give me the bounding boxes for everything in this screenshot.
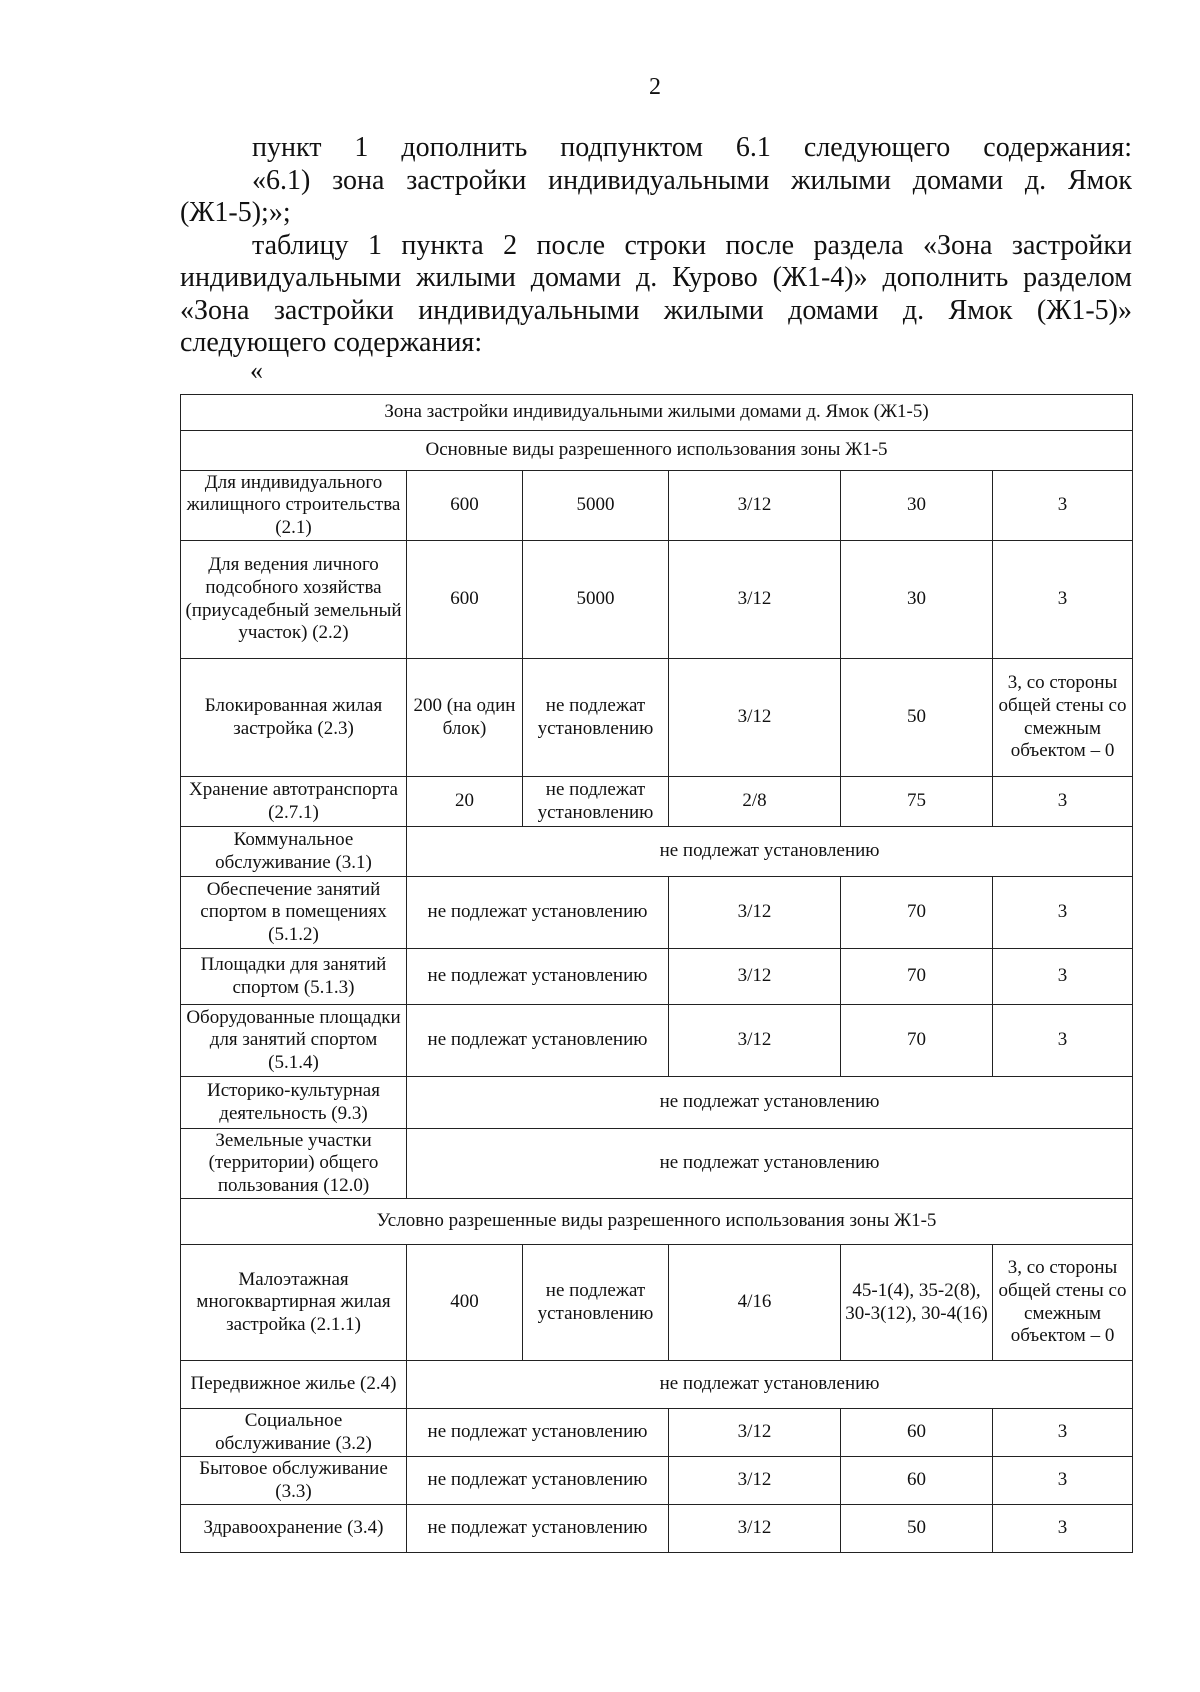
cell-max-area: не подлежат установлению [523,1245,669,1361]
table-row [181,1505,1133,1553]
cell-floors-height: 3/12 [669,471,841,541]
cell-coverage: 60 [841,1409,993,1457]
cell-min-area: 600 [407,471,523,541]
cell-setback: 3 [993,1409,1133,1457]
cell-coverage: 30 [841,541,993,659]
cell-floors-height: 3/12 [669,659,841,777]
table-row [181,1409,1133,1457]
use-name: Здравоохранение (3.4) [181,1505,407,1553]
table-row [181,1457,1133,1505]
cell-not-set: не подлежат установлению [407,1005,669,1077]
land-use-table [180,394,1133,1553]
use-name: Социальное обслуживание (3.2) [181,1409,407,1457]
use-name: Земельные участки (территории) общего пользования (12.0) [181,1129,407,1199]
cell-setback: 3 [993,949,1133,1005]
conditional-uses-header: Условно разрешенные виды разрешенного использования зоны Ж1-5 [181,1199,1133,1245]
cell-max-area: 5000 [523,471,669,541]
cell-setback: 3 [993,1005,1133,1077]
use-name: Для индивидуального жилищного строительства (2.1) [181,471,407,541]
paragraph-3-line-2: индивидуальными жилыми домами д. Курово (Ж1-4)» дополнить разделом [180,262,1132,293]
cell-not-set: не подлежат установлению [407,1361,1133,1409]
cell-coverage: 50 [841,1505,993,1553]
zone-title-row [181,395,1133,431]
cell-floors-height: 3/12 [669,949,841,1005]
table-row [181,471,1133,541]
cell-setback: 3 [993,1457,1133,1505]
table-row [181,1129,1133,1199]
use-name: Блокированная жилая застройка (2.3) [181,659,407,777]
cell-coverage: 70 [841,877,993,949]
paragraph-3-line-1: таблицу 1 пункта 2 после строки после раздела «Зона застройки [252,229,1132,261]
cell-floors-height: 3/12 [669,877,841,949]
table-row [181,1005,1133,1077]
cell-min-area: 600 [407,541,523,659]
table-row [181,877,1133,949]
cell-min-area: 200 (на один блок) [407,659,523,777]
cell-setback: 3 [993,777,1133,827]
cell-floors-height: 3/12 [669,1505,841,1553]
cell-setback: 3, со стороны общей стены со смежным объектом – 0 [993,1245,1133,1361]
use-name: Обеспечение занятий спортом в помещениях (5.1.2) [181,877,407,949]
cell-coverage: 60 [841,1457,993,1505]
use-name: Историко-культурная деятельность (9.3) [181,1077,407,1129]
zone-title: Зона застройки индивидуальными жилыми домами д. Ямок (Ж1-5) [181,395,1133,431]
cell-setback: 3 [993,471,1133,541]
amendment-text [180,132,1132,360]
cell-min-area: 20 [407,777,523,827]
use-name: Оборудованные площадки для занятий спортом (5.1.4) [181,1005,407,1077]
cell-floors-height: 3/12 [669,1457,841,1505]
table-row [181,949,1133,1005]
opening-quote: « [250,356,263,385]
table-row [181,659,1133,777]
section-header-row [181,431,1133,471]
cell-not-set: не подлежат установлению [407,827,1133,877]
cell-not-set: не подлежат установлению [407,1077,1133,1129]
cell-max-area: 5000 [523,541,669,659]
table-row [181,827,1133,877]
cell-setback: 3, со стороны общей стены со смежным объектом – 0 [993,659,1133,777]
cell-setback: 3 [993,541,1133,659]
use-name: Для ведения личного подсобного хозяйства (приусадебный земельный участок) (2.2) [181,541,407,659]
cell-not-set: не подлежат установлению [407,1409,669,1457]
cell-floors-height: 3/12 [669,1409,841,1457]
cell-floors-height: 4/16 [669,1245,841,1361]
use-name: Площадки для занятий спортом (5.1.3) [181,949,407,1005]
use-name: Коммунальное обслуживание (3.1) [181,827,407,877]
table-row [181,1361,1133,1409]
cell-not-set: не подлежат установлению [407,1129,1133,1199]
main-uses-header: Основные виды разрешенного использования зоны Ж1-5 [181,431,1133,471]
use-name: Хранение автотранспорта (2.7.1) [181,777,407,827]
paragraph-2-line-2: (Ж1-5);»; [180,197,291,228]
cell-max-area: не подлежат установлению [523,777,669,827]
paragraph-2-line-1: «6.1) зона застройки индивидуальными жилыми домами д. Ямок [252,164,1132,196]
use-name: Бытовое обслуживание (3.3) [181,1457,407,1505]
cell-floors-height: 3/12 [669,1005,841,1077]
cell-not-set: не подлежат установлению [407,949,669,1005]
cell-coverage: 45-1(4), 35-2(8), 30-3(12), 30-4(16) [841,1245,993,1361]
cell-setback: 3 [993,877,1133,949]
table-row [181,1245,1133,1361]
paragraph-3-line-4: следующего содержания: [180,327,483,358]
cell-coverage: 75 [841,777,993,827]
cell-setback: 3 [993,1505,1133,1553]
cell-coverage: 70 [841,1005,993,1077]
cell-coverage: 50 [841,659,993,777]
paragraph-1: пункт 1 дополнить подпунктом 6.1 следующего содержания: [252,132,1132,163]
cell-coverage: 70 [841,949,993,1005]
cell-coverage: 30 [841,471,993,541]
section-header-row [181,1199,1133,1245]
cell-not-set: не подлежат установлению [407,1505,669,1553]
use-name: Малоэтажная многоквартирная жилая застройка (2.1.1) [181,1245,407,1361]
page-number: 2 [649,74,661,100]
table-row [181,541,1133,659]
paragraph-3-line-3: «Зона застройки индивидуальными жилыми домами д. Ямок (Ж1-5)» [180,294,1132,326]
cell-min-area: 400 [407,1245,523,1361]
table-row [181,1077,1133,1129]
cell-floors-height: 3/12 [669,541,841,659]
table-row [181,777,1133,827]
cell-max-area: не подлежат установлению [523,659,669,777]
cell-not-set: не подлежат установлению [407,877,669,949]
use-name: Передвижное жилье (2.4) [181,1361,407,1409]
cell-not-set: не подлежат установлению [407,1457,669,1505]
cell-floors-height: 2/8 [669,777,841,827]
